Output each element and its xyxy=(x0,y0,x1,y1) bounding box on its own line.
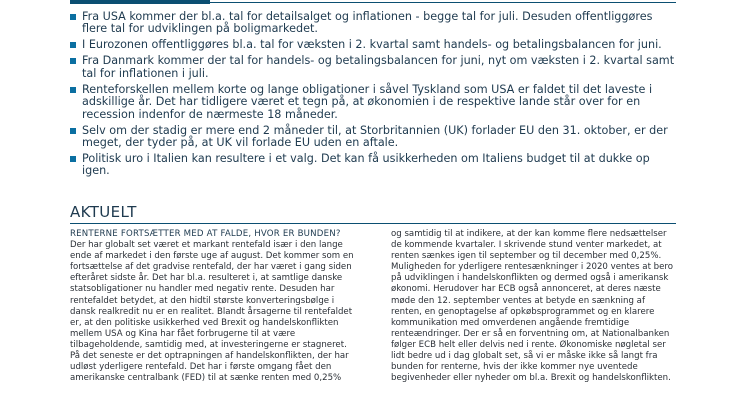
section-title: AKTUELT xyxy=(70,203,676,224)
article-column-right xyxy=(391,229,676,384)
list-item-text: Selv om der stadig er mere end 2 måneder til, at Storbritannien (UK) forlader EU den 31. oktober, er der meget, der tyder på, at UK vil forlade EU uden en aftale. xyxy=(82,123,668,150)
list-item-text: Fra USA kommer der bl.a. tal for detailsalget og inflationen - begge tal for juli. Desuden offentliggøres flere tal for udviklingen på boligmarkedet. xyxy=(82,10,653,36)
top-rule xyxy=(0,0,746,4)
top-rule-line xyxy=(70,2,676,3)
list-item-text: Renteforskellen mellem korte og lange obligationer i såvel Tyskland som USA er faldet til det laveste i adskillige år. Det har tidligere været et tegn på, at økonomien i de respektive lande står over for en recession indenfor de nærmeste 18 måneder. xyxy=(82,82,653,121)
highlights-list xyxy=(70,11,680,181)
article-body-left: Der har globalt set været et markant rentefald især i den lange ende af markedet i den første uge af august. Det kommer som en fortsættelse af det gradvise rentefald, der har været i gang siden efteråret sidste år. Det har bl.a. resulteret i, at samtlige danske statsobligationer nu handler med negativ rente. Desuden har rentefaldet betydet, at den hidtil største konverteringsbølge i dansk realkredit nu er en realitet. Blandt årsagerne til rentefaldet er, at den politiske usikkerhed ved Brexit og handelskonflikten mellem USA og Kina har fået forbrugerne til at være tilbageholdende, samtidig med, at investeringerne er stagneret. På det seneste er det optrapningen af handelskonflikten, der har udløst yderligere rentefald. Det har i første omgang fået den amerikanske centralbank (FED) til at sænke renten med 0,25% xyxy=(70,240,354,384)
article-body-right: og samtidig til at indikere, at der kan komme flere nedsættelser de kommende kvartaler. I skrivende stund venter markedet, at renten sænkes igen til september og til december med 0,25%. Muligheden for yderligere rentesænkninger i 2020 ventes at bero på udviklingen i handelskonflikten og dermed også i amerikansk økonomi. Herudover har ECB også annonceret, at deres næste møde den 12. september ventes at betyde en sænkning af renten, en genoptagelse af opkøbsprogrammet og en klarere kommunikation med omverdenen angående fremtidige renteændringer. Der er så en forventning om, at Nationalbanken følger ECB helt eller delvis ned i rente. Økonomiske nøgletal ser lidt bedre ud i dag globalt set, så vi er måske ikke så langt fra bunden for renterne, hvis der ikke kommer nye uventede begivenheder eller nyheder om bl.a. Brexit og handelskonflikten. xyxy=(391,229,674,384)
bullet-square-icon xyxy=(70,128,76,134)
list-item xyxy=(70,84,680,121)
bullet-square-icon xyxy=(70,42,76,48)
list-item xyxy=(70,153,680,178)
list-item-text: I Eurozonen offentliggøres bl.a. tal for væksten i 2. kvartal samt handels- og betalingsbalancen for juni. xyxy=(82,38,662,52)
list-item xyxy=(70,125,680,150)
bullet-square-icon xyxy=(70,87,76,93)
list-item-text: Fra Danmark kommer der tal for handels- og betalingsbalancen for juni, nyt om væksten i 2. kvartal samt tal for inflationen i juli. xyxy=(82,54,675,80)
article-column-left xyxy=(70,229,355,384)
bullet-square-icon xyxy=(70,156,76,162)
article-subheading: RENTERNE FORTSÆTTER MED AT FALDE, HVOR ER BUNDEN? xyxy=(70,229,341,239)
bullet-square-icon xyxy=(70,58,76,64)
list-item xyxy=(70,11,680,36)
list-item xyxy=(70,39,680,51)
bullet-square-icon xyxy=(70,14,76,20)
list-item xyxy=(70,55,680,80)
list-item-text: Politisk uro i Italien kan resultere i et valg. Det kan få usikkerheden om Italiens budget til at dukke op igen. xyxy=(82,152,650,178)
